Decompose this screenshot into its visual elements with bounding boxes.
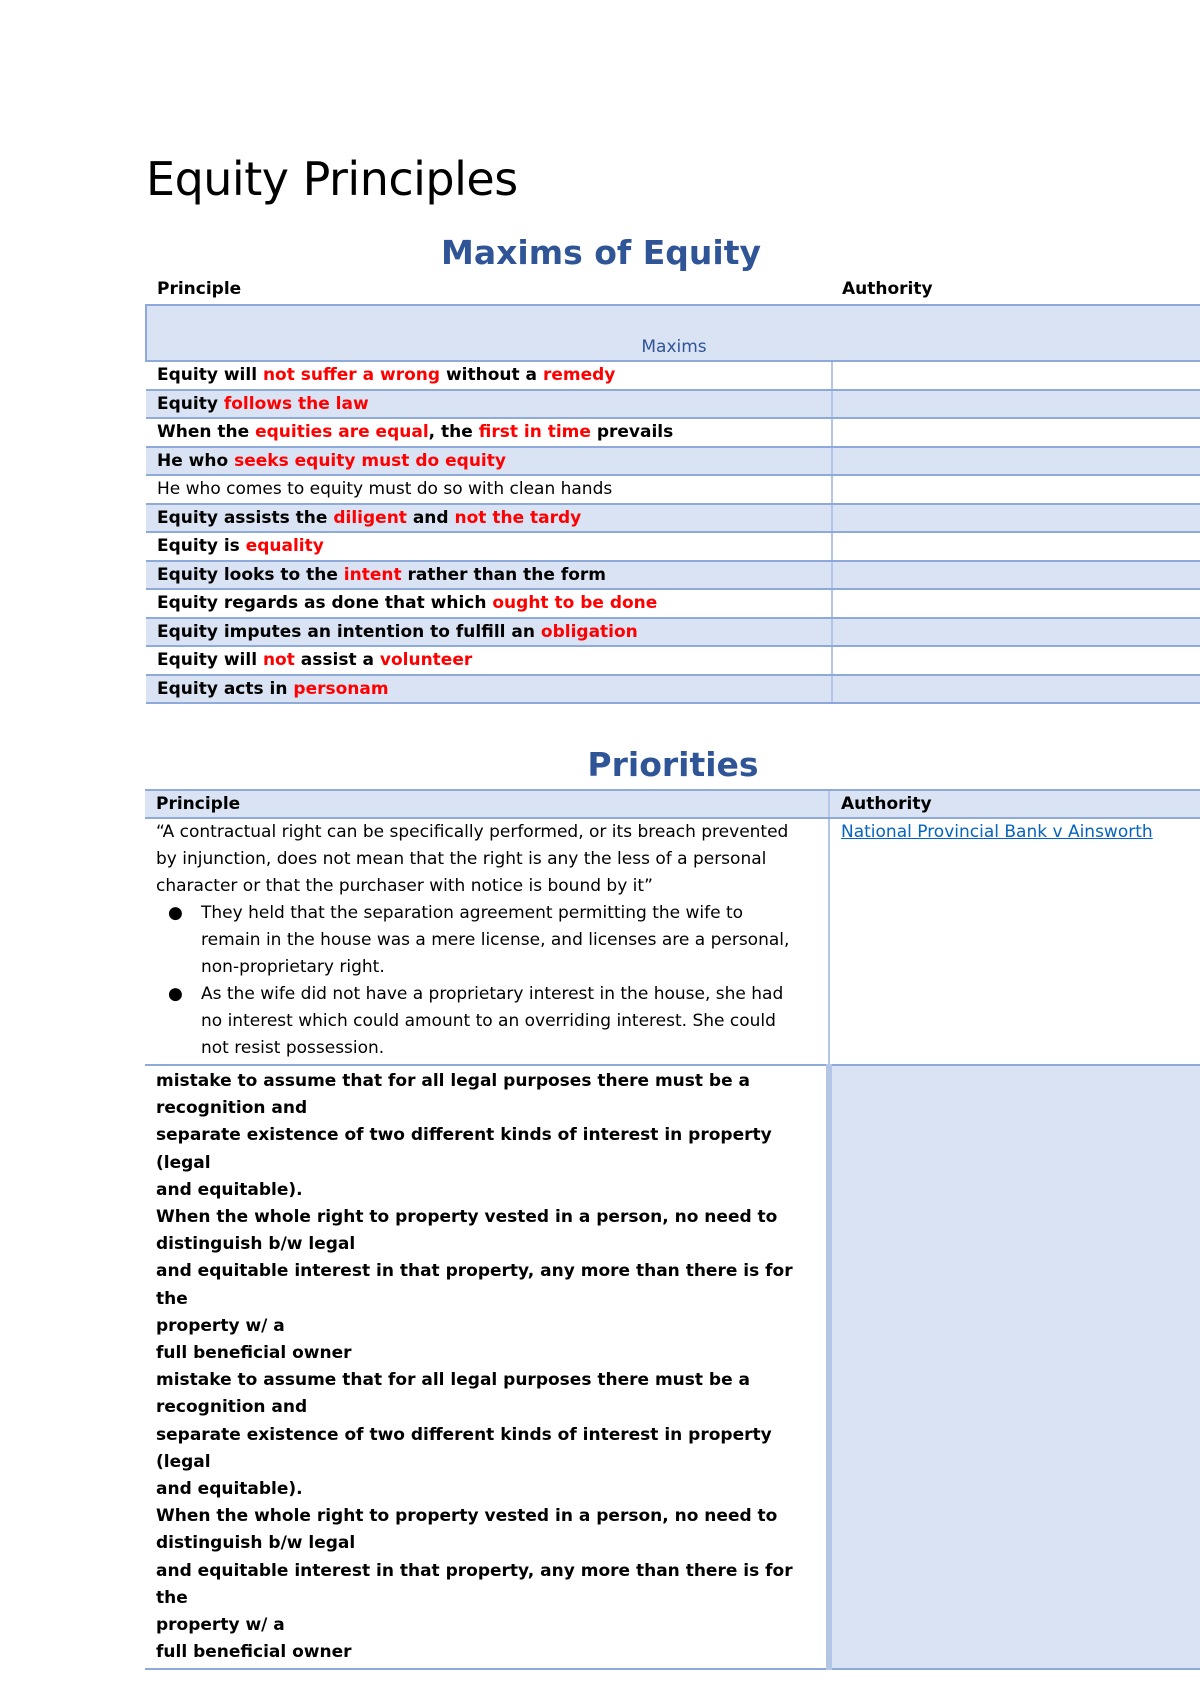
maxim-highlight-text: seeks equity must do equity	[234, 450, 506, 471]
case-link-national-provincial-bank[interactable]: National Provincial Bank v Ainsworth	[841, 822, 1153, 842]
maxim-highlight-text: equities are equal	[255, 422, 429, 443]
maxims-group-label: Maxims	[146, 305, 1200, 361]
maxim-text: Equity is	[157, 536, 246, 557]
maxim-authority-cell	[832, 418, 1200, 447]
list-item	[168, 900, 828, 981]
maxim-highlight-text: intent	[343, 564, 402, 585]
priorities-heading: Priorities	[587, 745, 759, 784]
bullet-text: As the wife did not have a proprietary interest in the house, she had no interest which could amount to an overriding interest. She could not resist possession.	[201, 984, 784, 1058]
maxim-authority-cell	[832, 646, 1200, 675]
maxim-highlight-text: diligent	[333, 507, 407, 528]
priorities-principle-column-header: Principle	[145, 790, 829, 818]
maxim-text: , the	[428, 422, 479, 443]
maxim-highlight-text: not the tardy	[454, 507, 582, 528]
maxim-principle-cell	[146, 532, 832, 561]
principle-cell	[145, 1065, 829, 1669]
maxim-principle-cell	[146, 504, 832, 533]
table-row	[145, 1065, 1200, 1669]
bullet-icon: ●	[168, 984, 183, 1004]
maxim-principle-cell	[146, 390, 832, 419]
maxim-principle-cell	[146, 418, 832, 447]
maxim-principle-cell	[146, 447, 832, 476]
maxim-text: When the	[157, 422, 256, 443]
maxim-principle-cell	[146, 675, 832, 704]
table-row	[146, 589, 1200, 618]
maxim-highlight-text: follows the law	[223, 393, 369, 414]
maxim-principle-cell	[146, 646, 832, 675]
table-row	[146, 390, 1200, 419]
table-row	[146, 675, 1200, 704]
maxim-text: He who	[157, 450, 235, 471]
authority-cell-empty	[829, 1065, 1200, 1669]
principle-cell	[145, 818, 829, 1065]
maxim-text: Equity assists the	[157, 507, 334, 528]
maxim-authority-cell	[832, 447, 1200, 476]
maxim-highlight-text: not	[262, 650, 295, 671]
bullet-icon: ●	[168, 903, 183, 923]
maxim-text: prevails	[590, 422, 674, 443]
table-row	[145, 818, 1200, 1065]
maxims-heading: Maxims of Equity	[441, 233, 761, 272]
maxim-authority-cell	[832, 675, 1200, 704]
maxim-authority-cell	[832, 618, 1200, 647]
maxim-text: Equity will	[157, 365, 263, 386]
maxim-text: Equity acts in	[157, 678, 294, 699]
maxim-principle-cell	[146, 618, 832, 647]
maxim-authority-cell	[832, 504, 1200, 533]
maxim-principle-cell	[146, 361, 832, 390]
table-row	[146, 361, 1200, 390]
maxim-text: and	[406, 507, 455, 528]
maxim-highlight-text: remedy	[542, 365, 616, 386]
maxims-authority-column-header: Authority	[842, 279, 933, 299]
maxims-table	[145, 304, 1200, 704]
authority-cell	[829, 818, 1200, 1065]
maxim-highlight-text: equality	[245, 536, 324, 557]
maxims-group-row	[146, 305, 1200, 361]
maxim-highlight-text: ought to be done	[492, 593, 658, 614]
document-title: Equity Principles	[146, 152, 518, 206]
maxim-text: rather than the form	[401, 564, 607, 585]
table-row	[146, 561, 1200, 590]
maxim-authority-cell	[832, 390, 1200, 419]
maxim-authority-cell	[832, 561, 1200, 590]
maxim-highlight-text: volunteer	[379, 650, 473, 671]
table-row	[146, 447, 1200, 476]
table-row	[146, 504, 1200, 533]
maxim-highlight-text: obligation	[540, 621, 638, 642]
priorities-table	[145, 789, 1200, 1670]
maxim-text: assist a	[294, 650, 380, 671]
maxims-principle-column-header: Principle	[157, 279, 242, 299]
maxim-highlight-text: personam	[293, 678, 389, 699]
maxim-text: He who comes to equity must do so with clean hands	[157, 479, 613, 500]
maxim-text: Equity regards as done that which	[157, 593, 493, 614]
maxim-highlight-text: first in time	[478, 422, 591, 443]
priorities-authority-column-header: Authority	[829, 790, 1200, 818]
table-row	[146, 618, 1200, 647]
maxim-text: Equity looks to the	[157, 564, 344, 585]
maxim-highlight-text: not suffer a wrong	[262, 365, 441, 386]
maxim-authority-cell	[832, 361, 1200, 390]
principle-quote: “A contractual right can be specifically performed, or its breach prevented by injunction, does not mean that the right is any the less of a personal character or that the purchaser with notice is bound by it”	[156, 822, 789, 896]
list-item	[168, 981, 828, 1062]
maxim-text: Equity imputes an intention to fulfill an	[157, 621, 541, 642]
table-row	[146, 532, 1200, 561]
maxim-principle-cell	[146, 475, 832, 504]
maxim-principle-cell	[146, 589, 832, 618]
priorities-header-row	[145, 790, 1200, 818]
maxim-authority-cell	[832, 589, 1200, 618]
maxim-authority-cell	[832, 475, 1200, 504]
maxim-authority-cell	[832, 532, 1200, 561]
principle-bullet-list	[156, 900, 828, 1062]
table-row	[146, 646, 1200, 675]
table-row	[146, 475, 1200, 504]
table-row	[146, 418, 1200, 447]
principle-text: mistake to assume that for all legal purposes there must be a recognition and separate existence of two different kinds of interest in property (legal and equitable). When the whole right to property vested in a person, no need to distinguish b/w legal and equitable interest in that property, any more than there is for the property w/ a full beneficial owner mistake to assume that for all legal purposes there must be a recognition and separate existence of two different kinds of interest in property (legal and equitable). When the whole right to property vested in a person, no need to distinguish b/w legal and equitable interest in that property, any more than there is for the property w/ a full beneficial owner	[156, 1071, 793, 1663]
bullet-text: They held that the separation agreement permitting the wife to remain in the house was a mere license, and licenses are a personal, non-proprietary right.	[201, 903, 790, 977]
maxim-text: without a	[440, 365, 543, 386]
maxim-principle-cell	[146, 561, 832, 590]
maxim-text: Equity will	[157, 650, 263, 671]
maxim-text: Equity	[157, 393, 224, 414]
